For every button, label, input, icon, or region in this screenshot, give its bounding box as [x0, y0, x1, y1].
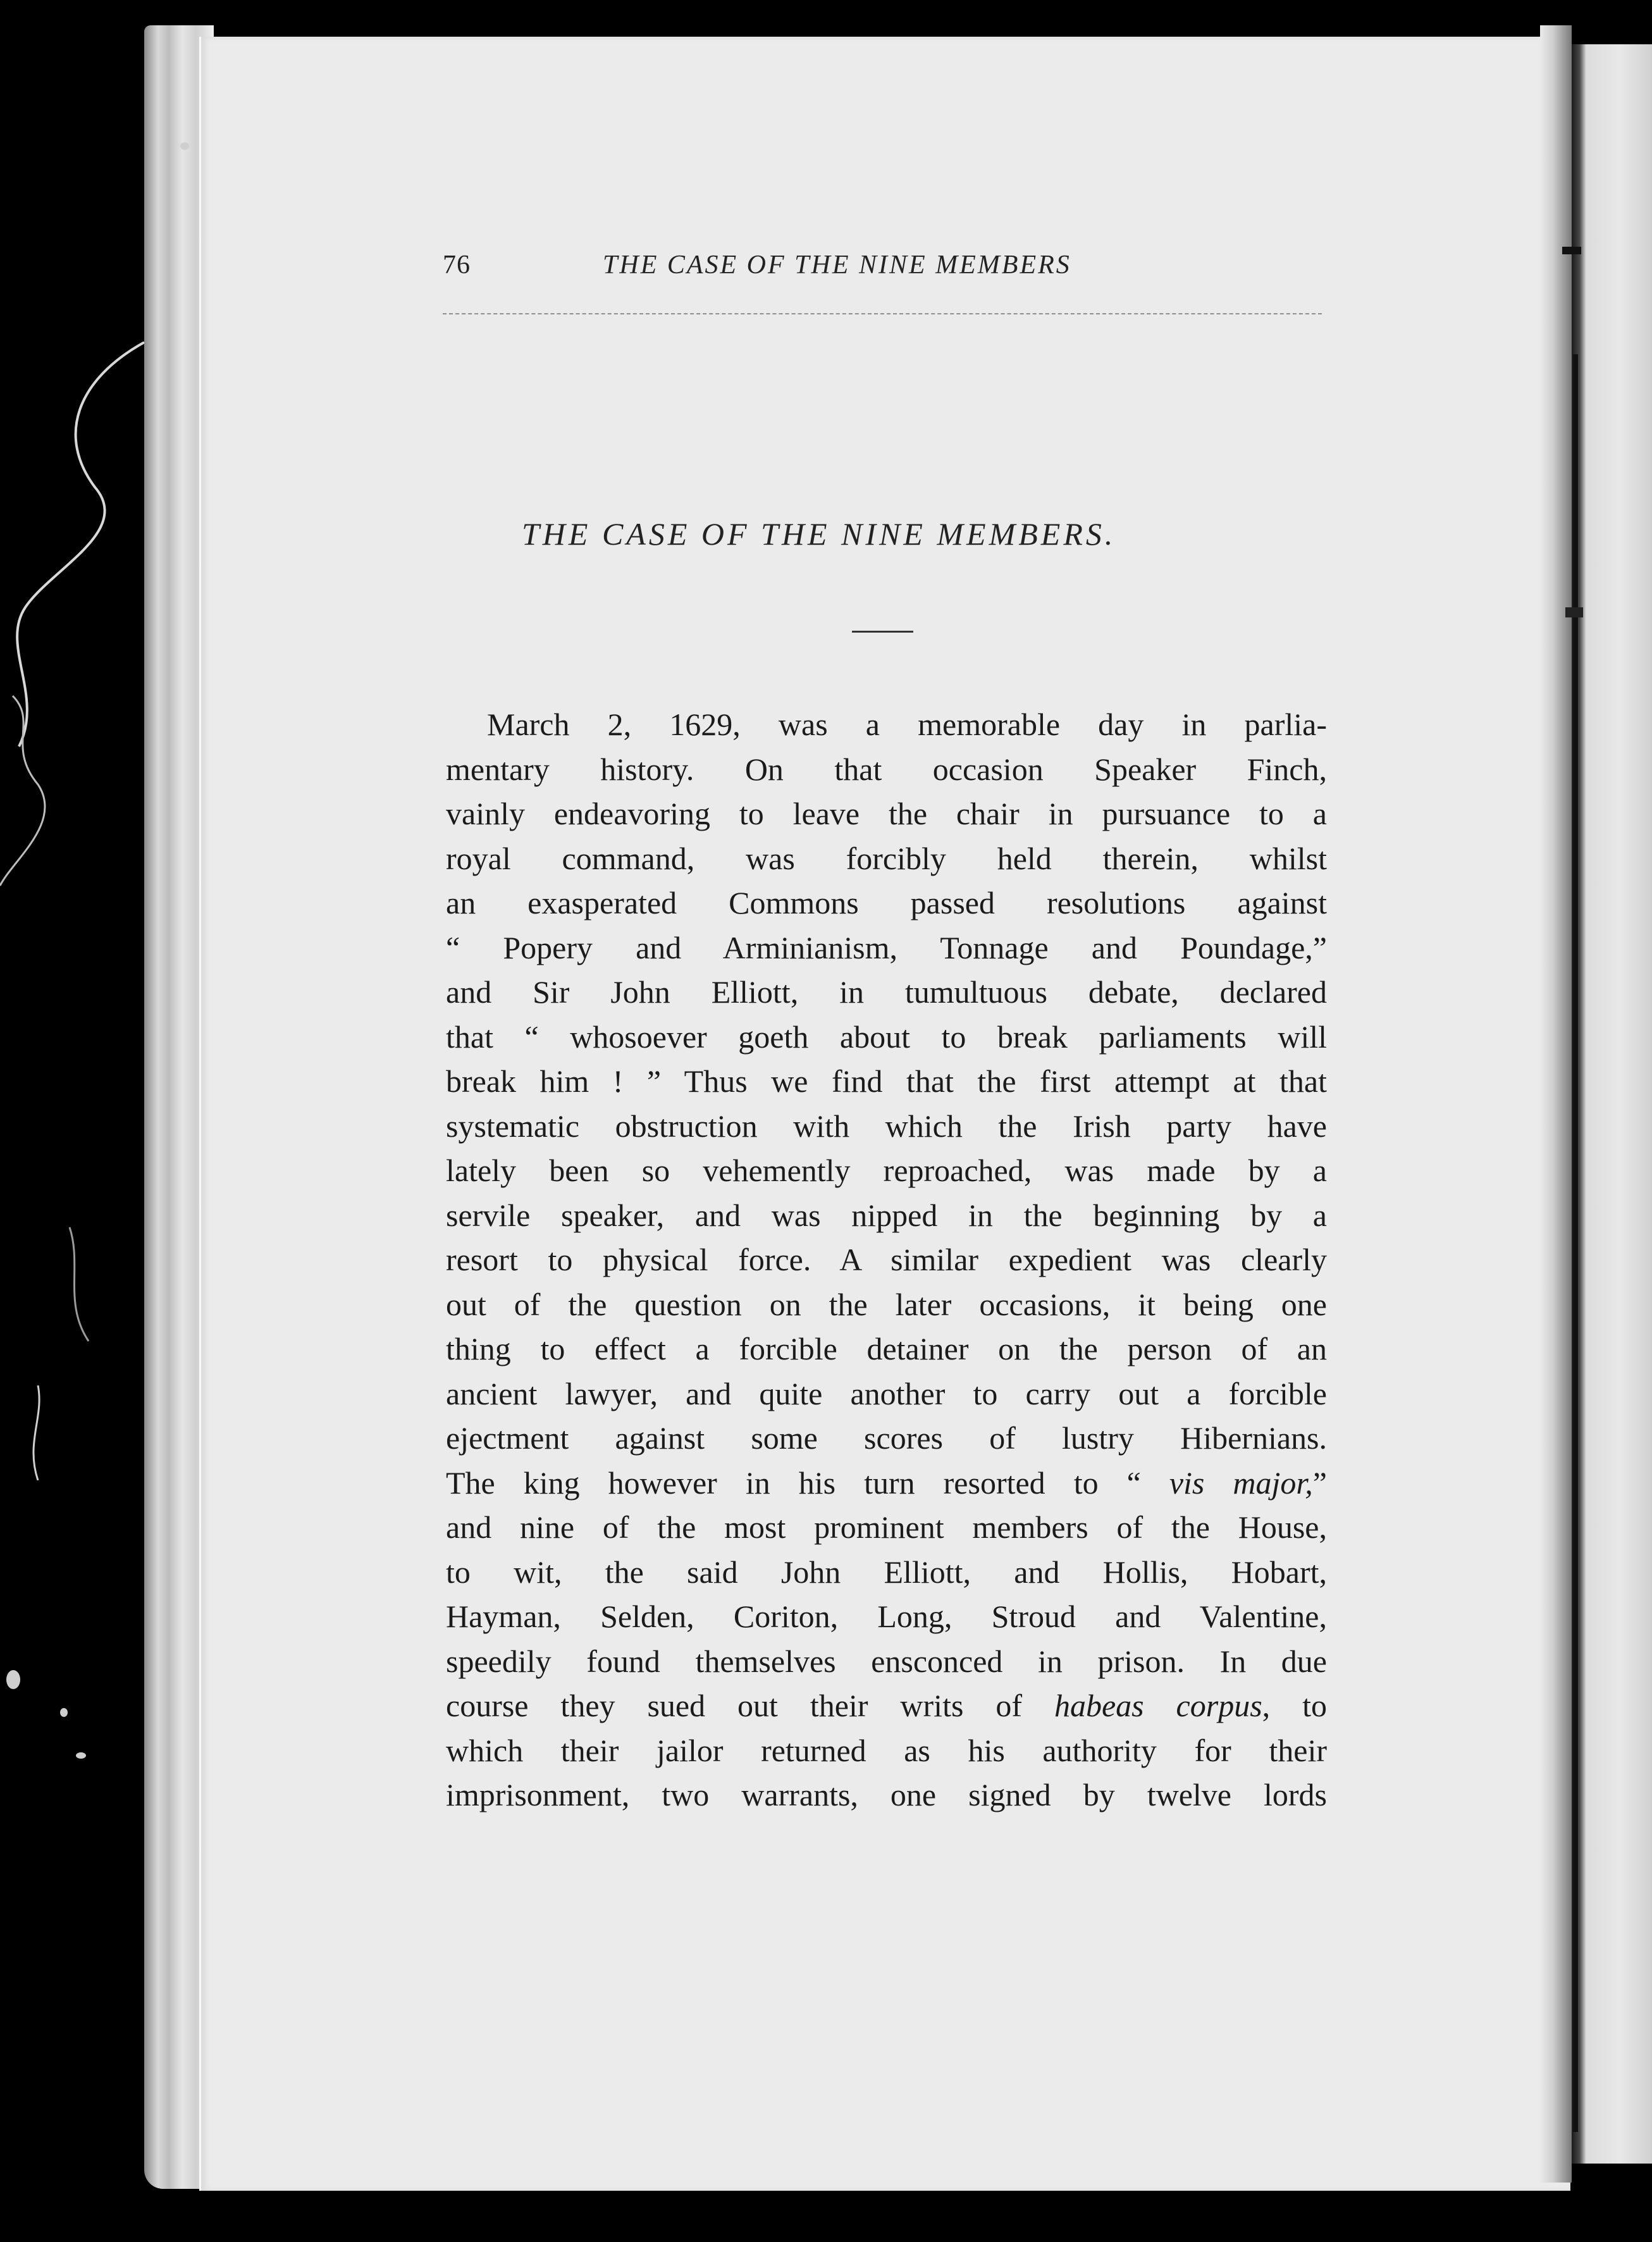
text-line	[446, 1683, 1327, 1728]
running-title: THE CASE OF THE NINE MEMBERS	[603, 251, 1071, 280]
text-line: ejectment against some scores of lustry Hibernians.	[446, 1420, 1327, 1456]
text-line: March 2, 1629, was a memorable day in parlia-	[487, 707, 1327, 742]
page-tab-mark	[1562, 247, 1581, 254]
text-line: an exasperated Commons passed resolutions against	[446, 885, 1327, 920]
text-line: ancient lawyer, and quite another to carry out a forcible	[446, 1375, 1327, 1411]
text-line: that “ whosoever goeth about to break parliaments will	[446, 1019, 1327, 1055]
text-line: lately been so vehemently reproached, was made by a	[446, 1153, 1327, 1188]
text-segment: ”	[1312, 1465, 1327, 1501]
text-line: mentary history. On that occasion Speaker Finch,	[446, 751, 1327, 787]
page-number: 76	[443, 251, 471, 280]
page-clip-mark	[1565, 607, 1583, 617]
dust-speck	[76, 1752, 86, 1759]
text-line: break him ! ” Thus we find that the first attempt at that	[446, 1063, 1327, 1099]
text-line: imprisonment, two warrants, one signed by twelve lords	[446, 1777, 1327, 1812]
text-segment: , to	[1262, 1688, 1327, 1723]
text-line: out of the question on the later occasions, it being one	[446, 1286, 1327, 1322]
text-line	[446, 1461, 1327, 1506]
text-line: thing to effect a forcible detainer on the person of an	[446, 1331, 1327, 1366]
text-line: which their jailor returned as his authority for their	[446, 1732, 1327, 1768]
page-gutter	[1540, 25, 1572, 2183]
gutter-shadow-line	[1573, 354, 1578, 2132]
text-line: speedily found themselves ensconced in prison. In due	[446, 1643, 1327, 1679]
text-line: and Sir John Elliott, in tumultuous debate, declared	[446, 974, 1327, 1010]
dust-speck	[60, 1708, 68, 1717]
chapter-title: THE CASE OF THE NINE MEMBERS.	[522, 516, 1116, 552]
italic-phrase: habeas corpus	[1054, 1688, 1262, 1723]
text-line: Hayman, Selden, Coriton, Long, Stroud and Valentine,	[446, 1599, 1327, 1634]
text-line: “ Popery and Arminianism, Tonnage and Poundage,”	[446, 929, 1327, 965]
text-line: to wit, the said John Elliott, and Hollis, Hobart,	[446, 1554, 1327, 1590]
text-segment: course they sued out their writs of	[446, 1688, 1054, 1723]
text-line: and nine of the most prominent members of the House,	[446, 1509, 1327, 1545]
text-line: systematic obstruction with which the Irish party have	[446, 1108, 1327, 1144]
text-line: vainly endeavoring to leave the chair in pursuance to a	[446, 796, 1327, 831]
running-header	[443, 250, 1322, 294]
facing-page-edge	[1572, 44, 1652, 2164]
text-segment: The king however in his turn resorted to “	[446, 1465, 1169, 1501]
title-rule	[852, 631, 913, 633]
text-line: servile speaker, and was nipped in the beginning by a	[446, 1197, 1327, 1233]
header-rule	[443, 313, 1322, 314]
dust-speck	[6, 1670, 20, 1689]
dust-speck	[180, 142, 189, 150]
text-line: royal command, was forcibly held therein, whilst	[446, 840, 1327, 876]
text-line: resort to physical force. A similar expedient was clearly	[446, 1242, 1327, 1277]
body-text	[446, 702, 1327, 1818]
italic-phrase: vis major,	[1169, 1465, 1313, 1501]
